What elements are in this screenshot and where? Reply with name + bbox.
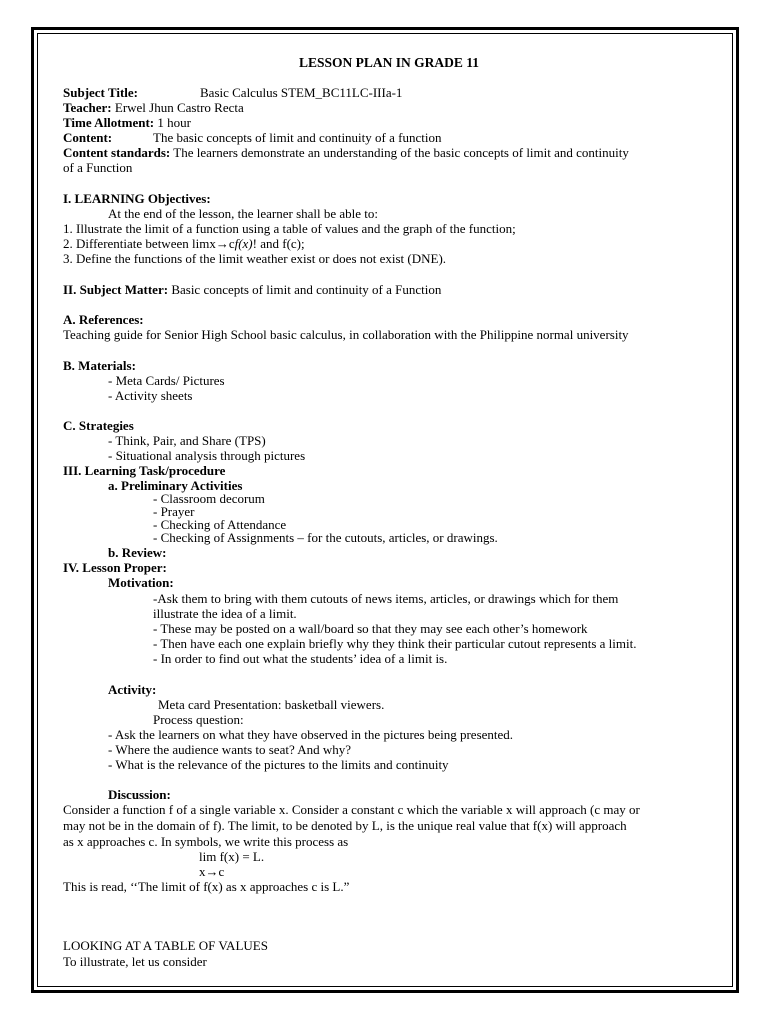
strategies-item: - Situational analysis through pictures	[108, 448, 306, 463]
teacher-value: Erwel Jhun Castro Recta	[114, 100, 244, 115]
teacher-row	[63, 100, 244, 115]
limit-formula: lim f(x) = L.	[199, 849, 265, 864]
discussion-heading: Discussion:	[108, 787, 171, 802]
activity-line: Meta card Presentation: basketball viewers.	[158, 697, 385, 712]
content-standards-label: Content standards:	[63, 145, 171, 160]
preliminary-item: - Checking of Attendance	[153, 517, 287, 532]
lesson-proper-heading: IV. Lesson Proper:	[63, 560, 167, 575]
subject-title-value: Basic Calculus STEM_BC11LC-IIIa-1	[200, 85, 403, 100]
table-of-values-text: To illustrate, let us consider	[63, 954, 207, 969]
activity-question: - Where the audience wants to seat? And why?	[108, 742, 352, 757]
motivation-line: illustrate the idea of a limit.	[153, 606, 297, 621]
subject-matter-value: Basic concepts of limit and continuity of a Function	[171, 282, 442, 297]
preliminary-item: - Classroom decorum	[153, 491, 265, 506]
content-standards-value-cont: of a Function	[63, 160, 133, 175]
content-label: Content:	[63, 130, 113, 145]
time-allotment-label: Time Allotment:	[63, 115, 155, 130]
time-allotment-value: 1 hour	[157, 115, 191, 130]
motivation-line: - Then have each one explain briefly why they think their particular cutout represents a limit.	[153, 636, 637, 651]
document-title: LESSON PLAN IN GRADE 11	[299, 55, 480, 70]
limit-formula-subscript: x→c	[199, 864, 225, 879]
motivation-line: - These may be posted on a wall/board so that they may see each other’s homework	[153, 621, 588, 636]
strategies-heading: C. Strategies	[63, 418, 134, 433]
subject-title-label: Subject Title:	[63, 85, 138, 100]
references-heading: A. References:	[63, 312, 144, 327]
objectives-heading: I. LEARNING Objectives:	[63, 191, 211, 206]
preliminary-activities-heading: a. Preliminary Activities	[108, 478, 243, 493]
preliminary-item: - Prayer	[153, 504, 195, 519]
discussion-line: may not be in the domain of f). The limit, to be denoted by L, is the unique real value that f(x) will approach	[63, 818, 627, 833]
activity-heading: Activity:	[108, 682, 157, 697]
preliminary-item: - Checking of Assignments – for the cutouts, articles, or drawings.	[153, 530, 498, 545]
content-value: The basic concepts of limit and continuity of a function	[153, 130, 442, 145]
objective-item	[63, 236, 305, 251]
subject-matter-label: II. Subject Matter:	[63, 282, 169, 297]
activity-line: Process question:	[153, 712, 244, 727]
motivation-line: - In order to find out what the students’ idea of a limit is.	[153, 651, 448, 666]
objective-item-text: 2. Differentiate between limx→c	[63, 236, 235, 251]
motivation-heading: Motivation:	[108, 575, 174, 590]
review-heading: b. Review:	[108, 545, 167, 560]
references-text: Teaching guide for Senior High School basic calculus, in collaboration with the Philippine normal university	[63, 327, 629, 342]
activity-question: - Ask the learners on what they have observed in the pictures being presented.	[108, 727, 514, 742]
subject-title-row	[63, 85, 138, 100]
materials-item: - Activity sheets	[108, 388, 193, 403]
discussion-line: Consider a function f of a single variable x. Consider a constant c which the variable x will approach (c may or	[63, 802, 640, 817]
activity-question: - What is the relevance of the pictures to the limits and continuity	[108, 757, 449, 772]
objective-item: 1. Illustrate the limit of a function using a table of values and the graph of the function;	[63, 221, 516, 236]
content-standards-value: The learners demonstrate an understanding of the basic concepts of limit and continuity	[173, 145, 629, 160]
discussion-line: as x approaches c. In symbols, we write this process as	[63, 834, 349, 849]
strategies-item: - Think, Pair, and Share (TPS)	[108, 433, 266, 448]
learning-task-heading: III. Learning Task/procedure	[63, 463, 226, 478]
content-standards-row	[63, 145, 629, 160]
objectives-intro: At the end of the lesson, the learner shall be able to:	[108, 206, 379, 221]
teacher-label: Teacher:	[63, 100, 112, 115]
table-of-values-heading: LOOKING AT A TABLE OF VALUES	[63, 938, 268, 953]
objective-item-fx: f(x)	[234, 236, 253, 251]
materials-heading: B. Materials:	[63, 358, 136, 373]
motivation-line: -Ask them to bring with them cutouts of news items, articles, or drawings which for them	[153, 591, 619, 606]
objective-item-rest: ! and f(c);	[252, 236, 305, 251]
subject-matter-row	[63, 282, 441, 297]
limit-reading: This is read, ‘‘The limit of f(x) as x approaches c is L.”	[63, 879, 350, 894]
time-allotment-row	[63, 115, 191, 130]
materials-item: - Meta Cards/ Pictures	[108, 373, 225, 388]
objective-item: 3. Define the functions of the limit weather exist or does not exist (DNE).	[63, 251, 447, 266]
